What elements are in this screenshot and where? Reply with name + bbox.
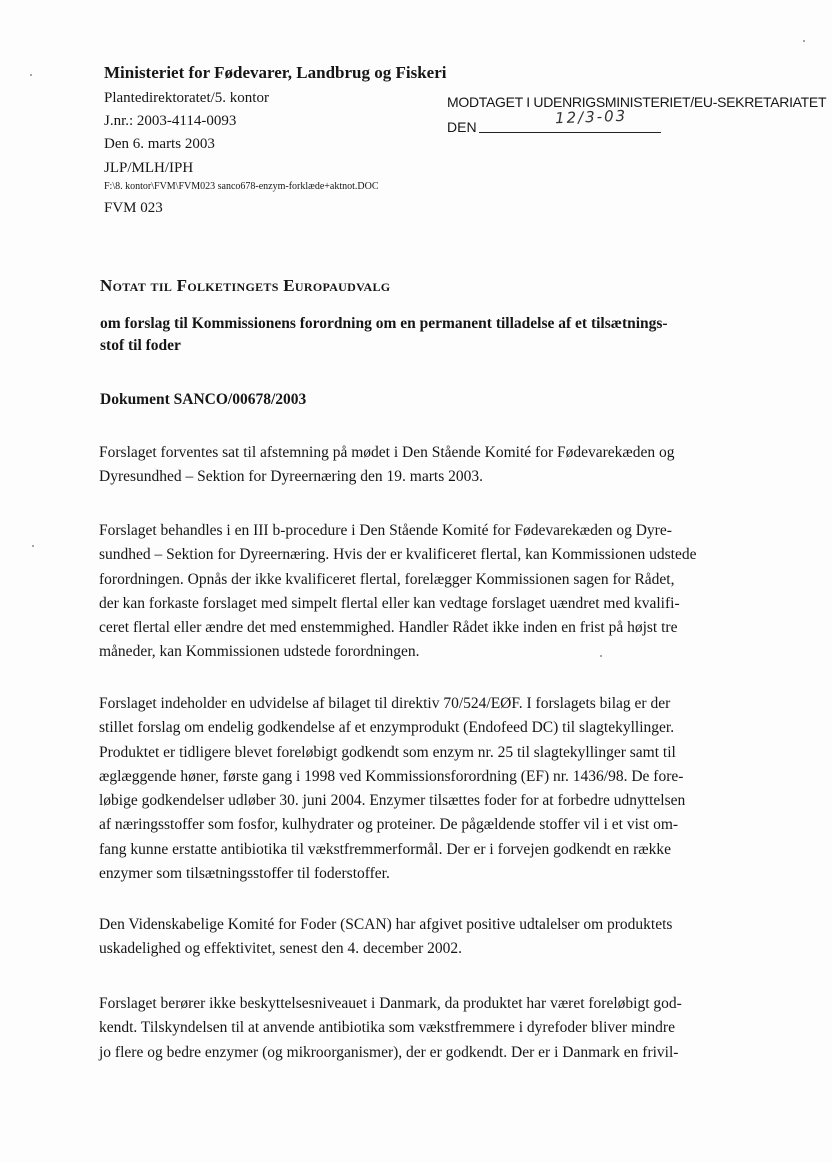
ministry-name: Ministeriet for Fødevarer, Landbrug og Fiskeri xyxy=(104,63,447,82)
journal-number: J.nr.: 2003-4114-0093 xyxy=(104,113,237,129)
scan-speck xyxy=(32,545,34,547)
received-stamp: MODTAGET I UDENRIGSMINISTERIET/EU-SEKRETARIATET xyxy=(447,94,827,110)
handwritten-date: 12/3-03 xyxy=(554,106,628,128)
text-line: Forslaget forventes sat til afstemning på mødet i Den Stående Komité for Fødevarekæden og xyxy=(99,444,675,461)
paragraph-protection xyxy=(99,992,682,1065)
scan-speck xyxy=(600,655,602,657)
initials-line: JLP/MLH/IPH xyxy=(104,160,194,176)
text-line: fang kunne erstatte antibiotika til vækstfremmerformål. Der er i forvejen godkendt en række xyxy=(99,840,672,858)
subject-line: stof til foder xyxy=(100,337,181,354)
file-path: F:\8. kontor\FVM\FVM023 sanco678-enzym-forklæde+aktnot.DOC xyxy=(104,181,379,192)
text-line: jo flere og bedre enzymer (og mikroorganismer), der er godkendt. Der er i Danmark en frivil- xyxy=(99,1043,679,1061)
text-line: måneder, kan Kommissionen udstede forordningen. xyxy=(99,643,420,661)
paragraph-content xyxy=(99,692,685,886)
stamp-den-label: DEN xyxy=(447,119,477,135)
stamp-date-line xyxy=(479,132,661,133)
text-line: uskadelighed og effektivitet, senest den 4. december 2002. xyxy=(99,940,462,958)
text-line: Forslaget berører ikke beskyttelsesniveauet i Danmark, da produktet har været foreløbigt god- xyxy=(99,995,682,1012)
text-line: af næringsstoffer som fosfor, kulhydrater og proteiner. De pågældende stoffer vil i et vist om- xyxy=(99,816,679,834)
text-line: æglæggende høner, første gang i 1998 ved Kommissionsforordning (EF) nr. 1436/98. De fore- xyxy=(99,767,684,785)
scan-speck xyxy=(30,74,32,76)
reference-code: FVM 023 xyxy=(104,200,163,216)
document-reference: Dokument SANCO/00678/2003 xyxy=(100,391,307,408)
text-line: ceret flertal eller ændre det med enstemmighed. Handler Rådet ikke inden en frist på højst tre xyxy=(99,619,678,637)
paragraph-vote xyxy=(99,441,675,490)
document-date: Den 6. marts 2003 xyxy=(104,136,215,152)
text-line: forordningen. Opnås der ikke kvalificeret flertal, forelægger Kommissionen sagen for Rådet, xyxy=(99,570,675,588)
text-line: sundhed – Sektion for Dyreernæring. Hvis der er kvalificeret flertal, kan Kommissionen udstede xyxy=(99,546,697,564)
notat-title: Notat til Folketingets Europaudvalg xyxy=(100,276,391,295)
department-line: Plantedirektoratet/5. kontor xyxy=(104,90,269,106)
text-line: Dyresundhed – Sektion for Dyreernæring den 19. marts 2003. xyxy=(99,468,483,486)
paragraph-procedure xyxy=(99,519,696,665)
text-line: Den Videnskabelige Komité for Foder (SCAN) har afgivet positive udtalelser om produktets xyxy=(99,916,673,933)
text-line: kendt. Tilskyndelsen til at anvende antibiotika som vækstfremmere i dyrefoder bliver mindre xyxy=(99,1019,675,1037)
subject-line: om forslag til Kommissionens forordning om en permanent tilladelse af et tilsætnings- xyxy=(100,315,668,332)
text-line: Forslaget indeholder en udvidelse af bilaget til direktiv 70/524/EØF. I forslagets bilag er der xyxy=(99,695,671,712)
text-line: Produktet er tidligere blevet foreløbigt godkendt som enzym nr. 25 til slagtekyllinger samt til xyxy=(99,743,676,761)
text-line: stillet forslag om endelig godkendelse af et enzymprodukt (Endofeed DC) til slagtekyllinger. xyxy=(99,719,675,737)
text-line: der kan forkaste forslaget med simpelt flertal eller kan vedtage forslaget uændret med kvalifi- xyxy=(99,594,680,612)
paragraph-scan xyxy=(99,913,672,962)
text-line: løbige godkendelser udløber 30. juni 2004. Enzymer tilsættes foder for at forbedre udnyttelsen xyxy=(99,792,686,810)
scan-speck xyxy=(803,40,805,42)
subject-heading xyxy=(100,313,740,357)
text-line: Forslaget behandles i en III b-procedure i Den Stående Komité for Fødevarekæden og Dyre- xyxy=(99,522,672,539)
text-line: enzymer som tilsætningsstoffer til foderstoffer. xyxy=(99,865,390,883)
